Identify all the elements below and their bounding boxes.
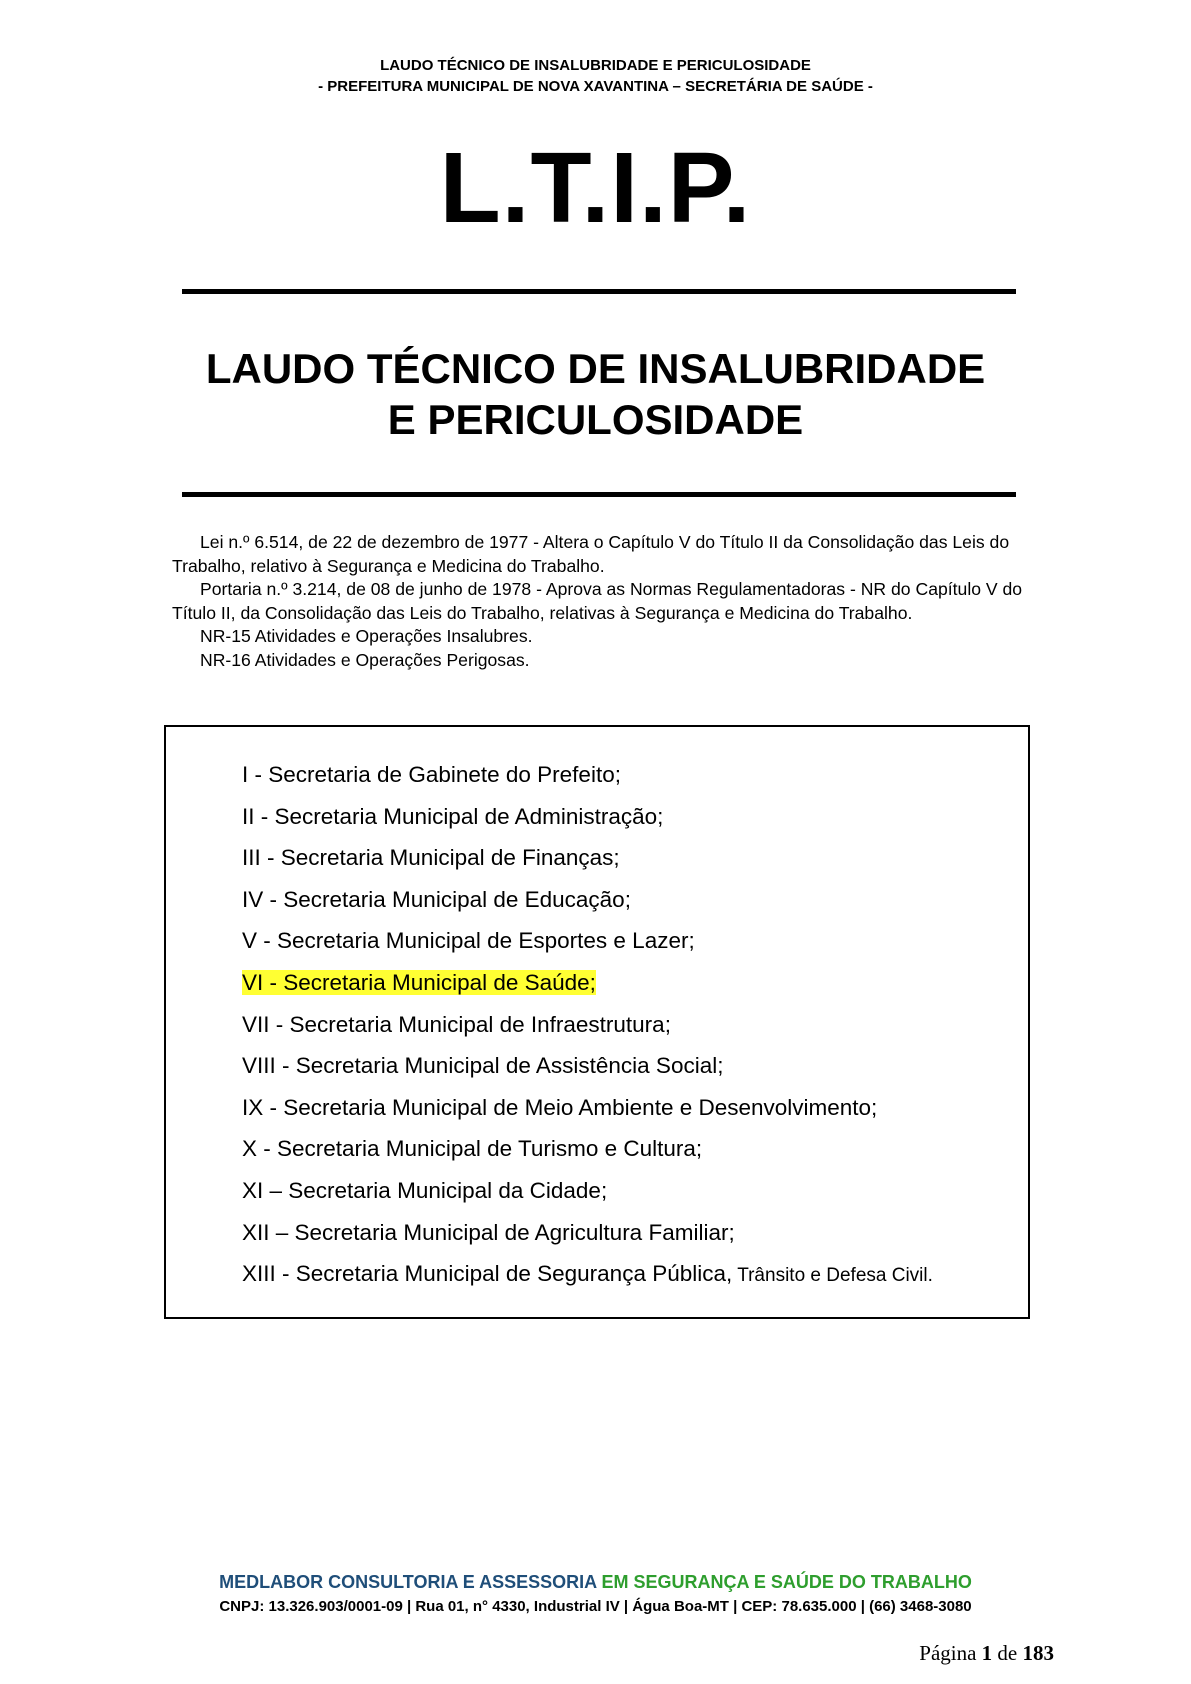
list-item (242, 1045, 933, 1087)
secretaria-label-highlighted: VI - Secretaria Municipal de Saúde; (242, 969, 596, 995)
secretaria-label: IV - Secretaria Municipal de Educação; (242, 886, 631, 912)
secretarias-box (164, 725, 1030, 1319)
page-header (0, 55, 1191, 97)
page-total: 183 (1022, 1641, 1054, 1665)
list-item (242, 1087, 933, 1129)
secretaria-label: I - Secretaria de Gabinete do Prefeito; (242, 762, 621, 787)
footer-company-tagline: EM SEGURANÇA E SAÚDE DO TRABALHO (596, 1572, 972, 1592)
list-item (242, 879, 933, 921)
footer-company (0, 1571, 1191, 1593)
list-item (242, 1004, 933, 1046)
secretaria-label: VIII - Secretaria Municipal de Assistência Social; (242, 1053, 724, 1079)
secretaria-label: IX - Secretaria Municipal de Meio Ambiente e Desenvolvimento; (242, 1094, 878, 1120)
footer-contact: CNPJ: 13.326.903/0001-09 | Rua 01, n° 4330, Industrial IV | Água Boa-MT | CEP: 78.635.000 | (66) 3468-3080 (219, 1598, 972, 1615)
list-item (242, 1253, 933, 1297)
header-line-1: LAUDO TÉCNICO DE INSALUBRIDADE E PERICULOSIDADE (380, 57, 811, 74)
list-item-highlighted (242, 962, 933, 1004)
page-prefix: Página (919, 1641, 982, 1665)
acronym-title: L.T.I.P. (439, 132, 752, 244)
secretaria-label-suffix: Trânsito e Defesa Civil. (732, 1265, 933, 1287)
header-line-2: - PREFEITURA MUNICIPAL DE NOVA XAVANTINA – SECRETÁRIA DE SAÚDE - (318, 78, 873, 95)
list-item (242, 920, 933, 962)
page-current: 1 (981, 1641, 993, 1665)
law-reference: Lei n.º 6.514, de 22 de dezembro de 1977 - Altera o Capítulo V do Título II da Consolidação das Leis do Trabalho, relativo à Segurança e Medicina do Trabalho. (172, 532, 1010, 576)
divider-bottom (182, 492, 1016, 497)
document-title-line-1: LAUDO TÉCNICO DE INSALUBRIDADE (205, 345, 986, 392)
law-reference: NR-15 Atividades e Operações Insalubres. (200, 626, 533, 646)
secretaria-label: XIII - Secretaria Municipal de Segurança Pública, (242, 1261, 733, 1287)
law-reference: NR-16 Atividades e Operações Perigosas. (200, 649, 530, 670)
list-item (242, 1212, 933, 1254)
secretaria-label: XI – Secretaria Municipal da Cidade; (242, 1177, 608, 1203)
list-item (242, 1170, 933, 1212)
secretaria-label: XII – Secretaria Municipal de Agricultura Familiar; (242, 1219, 735, 1245)
document-title (0, 343, 1191, 445)
list-item (242, 1128, 933, 1170)
secretaria-label: III - Secretaria Municipal de Finanças; (242, 845, 620, 871)
secretaria-label: II - Secretaria Municipal de Administração; (242, 803, 664, 829)
list-item (242, 754, 933, 796)
law-reference: Portaria n.º 3.214, de 08 de junho de 1978 - Aprova as Normas Regulamentadoras - NR do Capítulo V do Título II, da Consolidação das Leis do Trabalho, relativas à Segurança e Medicina do Trabalho. (172, 579, 1023, 623)
secretaria-label: VII - Secretaria Municipal de Infraestrutura; (242, 1011, 671, 1037)
divider-top (182, 289, 1016, 294)
legal-references (172, 531, 1032, 672)
list-item (242, 796, 933, 838)
secretaria-label: V - Secretaria Municipal de Esportes e Lazer; (242, 928, 695, 954)
document-title-line-2: E PERICULOSIDADE (387, 396, 804, 443)
page-separator: de (992, 1641, 1023, 1665)
secretaria-label: X - Secretaria Municipal de Turismo e Cultura; (242, 1136, 703, 1162)
page-number (919, 1640, 1054, 1666)
list-item (242, 837, 933, 879)
secretarias-list (242, 754, 933, 1297)
footer-company-name: MEDLABOR CONSULTORIA E ASSESSORIA (219, 1572, 597, 1592)
